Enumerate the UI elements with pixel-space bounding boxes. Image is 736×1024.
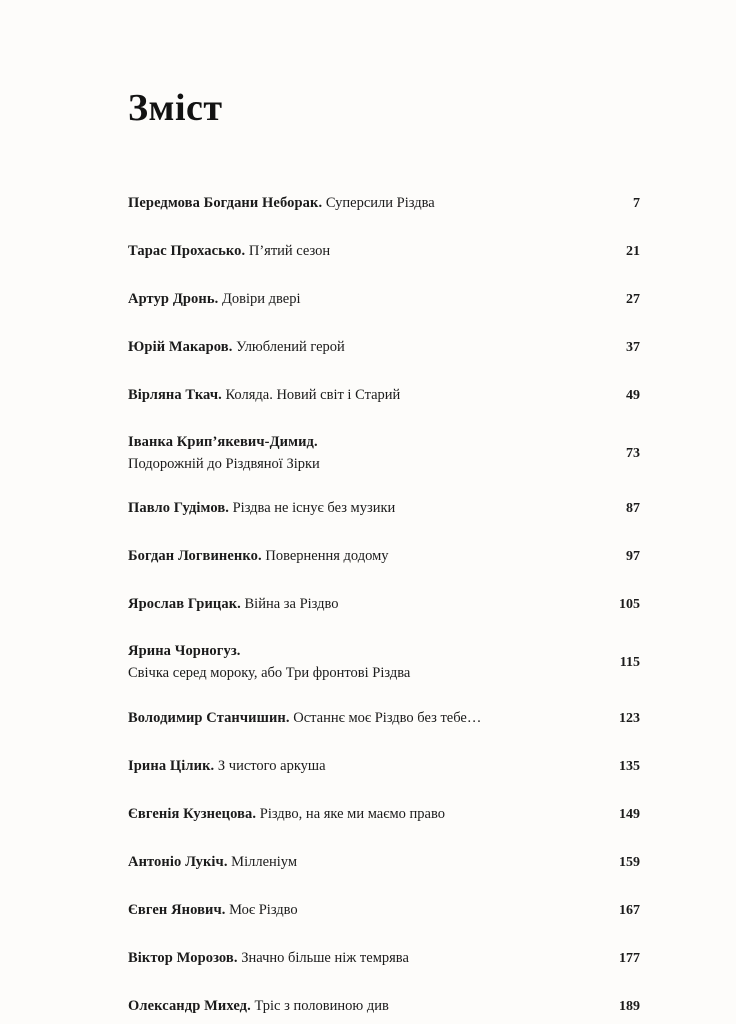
toc-entry-page-number: 189: [619, 998, 640, 1014]
toc-entry[interactable]: [128, 755, 640, 779]
toc-entry-text: [128, 241, 590, 263]
toc-entry-text: [128, 498, 590, 520]
toc-entry-author: Вірляна Ткач.: [128, 386, 222, 403]
toc-entry-author: Євгенія Кузнецова.: [128, 805, 257, 822]
toc-entry-page-number: 167: [619, 902, 640, 918]
toc-entry-text: [128, 385, 590, 407]
toc-entry-page-number: 27: [626, 291, 640, 307]
toc-entry-text: [128, 337, 590, 359]
toc-entry-line: [128, 594, 528, 616]
toc-entry-author: Антоніо Лукіч.: [128, 853, 228, 870]
toc-entry-author: Ярина Чорногуз.: [128, 643, 241, 660]
toc-entry-text: [128, 900, 590, 922]
toc-entry-title: Суперсили Різдва: [325, 194, 435, 211]
toc-entry-author: Юрій Макаров.: [128, 338, 233, 355]
toc-entry-author: Богдан Логвиненко.: [128, 548, 262, 565]
toc-entry-text: [128, 852, 590, 874]
toc-entry-line: [128, 852, 528, 874]
toc-entry-title: Значно більше ніж темрява: [241, 949, 409, 966]
toc-entry-line: [128, 641, 528, 685]
toc-entry-title: Довіри двері: [221, 290, 301, 307]
toc-entry-line: [128, 948, 528, 970]
toc-entry[interactable]: [128, 288, 640, 312]
toc-entry[interactable]: [128, 240, 640, 264]
toc-entry-title: Тріс з половиною див: [254, 997, 389, 1014]
toc-entry[interactable]: [128, 593, 640, 617]
toc-entry-author: Павло Гудімов.: [128, 500, 229, 517]
toc-entry-line: [128, 337, 528, 359]
toc-entry-text: [128, 594, 590, 616]
toc-entry-line: [128, 756, 528, 778]
toc-entry-title: Різдва не існує без музики: [232, 500, 396, 517]
toc-entry-text: [128, 804, 590, 826]
toc-entry-text: [128, 289, 590, 311]
toc-entry-author: Ярослав Грицак.: [128, 596, 241, 613]
toc-entry[interactable]: [128, 707, 640, 731]
toc-entry[interactable]: [128, 899, 640, 923]
toc-entry[interactable]: [128, 192, 640, 216]
toc-entry-line: [128, 996, 528, 1018]
toc-entry[interactable]: [128, 803, 640, 827]
toc-entry-text: [128, 948, 590, 970]
toc-entry-page-number: 21: [626, 243, 640, 259]
toc-entry-text: [128, 996, 590, 1018]
toc-entry-author: Тарас Прохасько.: [128, 242, 246, 259]
toc-entry-title: Мілленіум: [231, 853, 298, 870]
toc-entry[interactable]: [128, 384, 640, 408]
toc-entry-line: [128, 498, 528, 520]
toc-entry-title: Улюблений герой: [236, 338, 345, 355]
toc-entry-title: Моє Різдво: [229, 901, 298, 918]
toc-entry-text: [128, 756, 590, 778]
toc-entry-title: Повернення додому: [265, 548, 389, 565]
toc-entry-page-number: 149: [619, 806, 640, 822]
toc-entry-page-number: 7: [633, 195, 640, 211]
toc-entry-author: Віктор Морозов.: [128, 949, 238, 966]
toc-entry-page-number: 123: [619, 710, 640, 726]
toc-entry-author: Євген Янович.: [128, 901, 226, 918]
toc-entry-page-number: 135: [619, 758, 640, 774]
toc-entry-line: [128, 708, 528, 730]
toc-entry-text: [128, 546, 590, 568]
toc-entry-page-number: 87: [626, 501, 640, 517]
toc-entry-author: Ірина Цілик.: [128, 757, 215, 774]
toc-entry-text: [128, 641, 590, 685]
toc-entry-page-number: 115: [619, 655, 640, 671]
toc-entry-title: Подорожній до Різдвяної Зірки: [128, 455, 320, 472]
toc-entry-text: [128, 432, 590, 476]
toc-entry-line: [128, 193, 528, 215]
toc-entry-title: Коляда. Новий світ і Старий: [225, 386, 401, 403]
toc-entry[interactable]: [128, 432, 640, 476]
toc-entry[interactable]: [128, 336, 640, 360]
toc-entry-author: Передмова Богдани Неборак.: [128, 194, 323, 211]
toc-entry-text: [128, 193, 590, 215]
toc-entry-author: Володимир Станчишин.: [128, 709, 290, 726]
toc-entry-line: [128, 241, 528, 263]
toc-entry-author: Артур Дронь.: [128, 290, 219, 307]
toc-entry-line: [128, 804, 528, 826]
toc-entry[interactable]: [128, 497, 640, 521]
toc-entry-title: Останнє моє Різдво без тебе…: [293, 709, 482, 726]
toc-entry-page-number: 159: [619, 854, 640, 870]
toc-entry-page-number: 49: [626, 387, 640, 403]
toc-entry-title: Свічка серед мороку, або Три фронтові Різдва: [128, 665, 411, 682]
toc-entry[interactable]: [128, 995, 640, 1019]
toc-entry-author: Олександр Михед.: [128, 997, 251, 1014]
toc-entry-page-number: 105: [619, 597, 640, 613]
toc-entry-line: [128, 385, 528, 407]
toc-entry-title: Різдво, на яке ми маємо право: [259, 805, 445, 822]
toc-entry-line: [128, 900, 528, 922]
toc-entry[interactable]: [128, 641, 640, 685]
toc-entry[interactable]: [128, 947, 640, 971]
toc-entry[interactable]: [128, 545, 640, 569]
toc-entry-line: [128, 546, 528, 568]
toc-entry[interactable]: [128, 851, 640, 875]
toc-entry-title: П’ятий сезон: [248, 242, 331, 259]
toc-entry-page-number: 177: [619, 950, 640, 966]
toc-entry-page-number: 97: [626, 549, 640, 565]
toc-entry-title: З чистого аркуша: [217, 757, 326, 774]
toc-entry-author: Іванка Крип’якевич-Димид.: [128, 433, 318, 450]
toc-entry-page-number: 73: [626, 445, 640, 461]
toc-entry-title: Війна за Різдво: [244, 596, 339, 613]
page-title: Зміст: [128, 87, 223, 129]
toc-entry-text: [128, 708, 590, 730]
toc-entry-line: [128, 289, 528, 311]
table-of-contents-list: [128, 192, 640, 1019]
toc-entry-line: [128, 432, 528, 476]
toc-entry-page-number: 37: [626, 339, 640, 355]
